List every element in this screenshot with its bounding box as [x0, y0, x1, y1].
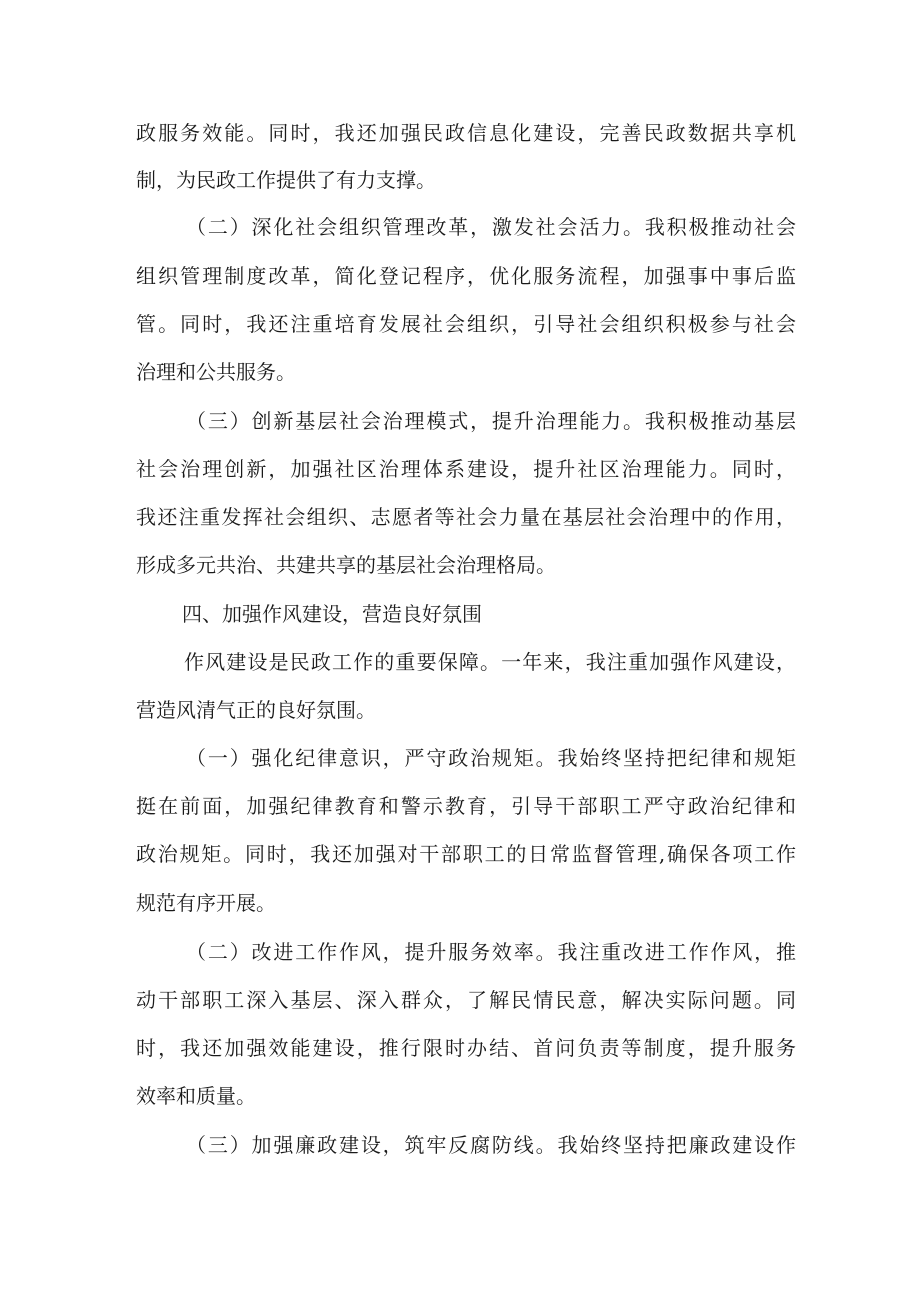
paragraph-line: 制，为民政工作提供了有力支撑。 [136, 168, 436, 192]
paragraph-line: 治理和公共服务。 [136, 360, 296, 384]
paragraph-line: 形成多元共治、共建共享的基层社会治理格局。 [136, 553, 556, 577]
paragraph-line: 政治规矩。同时，我还加强对干部职工的日常监督管理,确保各项工作 [136, 842, 796, 866]
paragraph-line: 挺在前面，加强纪律教育和警示教育，引导干部职工严守政治纪律和 [136, 794, 796, 818]
paragraph-line: （三）加强廉政建设，筑牢反腐防线。我始终坚持把廉政建设作 [186, 1133, 796, 1157]
paragraph-line: 动干部职工深入基层、深入群众，了解民情民意，解决实际问题。同 [136, 988, 796, 1012]
paragraph-line: 作风建设是民政工作的重要保障。一年来，我注重加强作风建设， [184, 650, 796, 674]
paragraph-line: 规范有序开展。 [136, 891, 276, 915]
paragraph-line: （一）强化纪律意识，严守政治规矩。我始终坚持把纪律和规矩 [186, 746, 796, 770]
paragraph-line: 时，我还加强效能建设，推行限时办结、首问负责等制度，提升服务 [136, 1036, 796, 1060]
paragraph-line: （二）改进工作作风，提升服务效率。我注重改进工作作风，推 [186, 940, 796, 964]
paragraph-line: （二）深化社会组织管理改革，激发社会活力。我积极推动社会 [186, 215, 796, 239]
paragraph-line: 我还注重发挥社会组织、志愿者等社会力量在基层社会治理中的作用， [136, 505, 796, 529]
paragraph-line: 政服务效能。同时，我还加强民政信息化建设，完善民政数据共享机 [136, 121, 796, 145]
paragraph-line: 组织管理制度改革，简化登记程序，优化服务流程，加强事中事后监 [136, 264, 796, 288]
paragraph-line: 社会治理创新，加强社区治理体系建设，提升社区治理能力。同时， [136, 457, 796, 481]
section-heading: 四、加强作风建设，营造良好氛围 [182, 602, 482, 626]
paragraph-line: 效率和质量。 [136, 1084, 256, 1108]
paragraph-line: 管。同时，我还注重培育发展社会组织，引导社会组织积极参与社会 [136, 312, 796, 336]
paragraph-line: 营造风清气正的良好氛围。 [136, 698, 376, 722]
paragraph-line: （三）创新基层社会治理模式，提升治理能力。我积极推动基层 [186, 409, 796, 433]
